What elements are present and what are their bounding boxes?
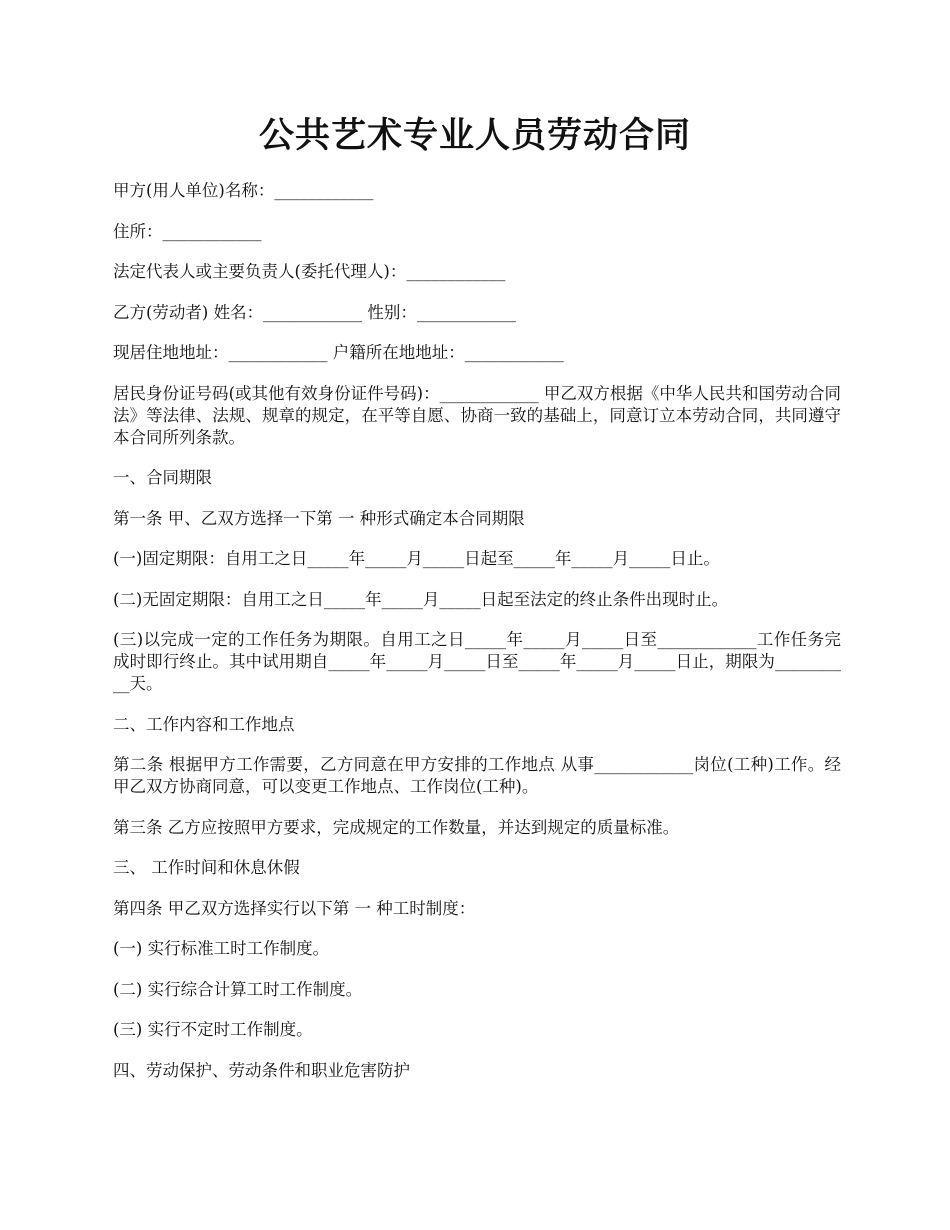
section-heading-working-hours: 三、 工作时间和休息休假 bbox=[113, 858, 300, 877]
party-a-address-line: 住所：____________ bbox=[113, 221, 262, 241]
task-based-term-clause: (三)以完成一定的工作任务为期限。自用工之日_____年_____月_____日至____________工作任务完成时即行终止。其中试用期自_____年_____月_____日至_____年_____月_____日止，期限为__________天。 bbox=[113, 630, 841, 693]
open-ended-term-clause: (二)无固定期限：自用工之日_____年_____月_____日起至法定的终止条件出现时止。 bbox=[113, 589, 729, 609]
fixed-term-clause: (一)固定期限：自用工之日_____年_____月_____日起至_____年_____月_____日止。 bbox=[113, 549, 720, 568]
document-body bbox=[113, 180, 841, 1100]
document-title: 公共艺术专业人员劳动合同 bbox=[258, 115, 691, 156]
article-1: 第一条 甲、乙双方选择一下第 一 种形式确定本合同期限 bbox=[113, 508, 525, 528]
section-heading-labor-protection: 四、劳动保护、劳动条件和职业危害防护 bbox=[113, 1060, 410, 1080]
party-b-name-gender-line: 乙方(劳动者) 姓名：____________ 性别：____________ bbox=[113, 302, 516, 322]
standard-hours-option: (一) 实行标准工时工作制度。 bbox=[113, 939, 330, 958]
party-a-name-line: 甲方(用人单位)名称：____________ bbox=[113, 181, 374, 200]
party-b-address-line: 现居住地地址：____________ 户籍所在地地址：____________ bbox=[113, 343, 564, 362]
article-4: 第四条 甲乙双方选择实行以下第 一 种工时制度： bbox=[113, 898, 476, 918]
legal-representative-line: 法定代表人或主要负责人(委托代理人)：____________ bbox=[113, 262, 506, 281]
section-heading-contract-term: 一、合同期限 bbox=[113, 468, 212, 487]
flexible-hours-option: (三) 实行不定时工作制度。 bbox=[113, 1020, 313, 1039]
section-heading-work-content: 二、工作内容和工作地点 bbox=[113, 714, 295, 734]
id-number-preamble: 居民身份证号码(或其他有效身份证件号码)：____________ 甲乙双方根据《中华人民共和国劳动合同法》等法律、法规、规章的规定，在平等自愿、协商一致的基础上，同意订立本劳动合同，共同遵守本合同所列条款。 bbox=[113, 383, 841, 447]
comprehensive-hours-option: (二) 实行综合计算工时工作制度。 bbox=[113, 979, 363, 999]
article-2: 第二条 根据甲方工作需要，乙方同意在甲方安排的工作地点 从事____________岗位(工种)工作。经甲乙双方协商同意，可以变更工作地点、工作岗位(工种)。 bbox=[113, 755, 841, 796]
article-3: 第三条 乙方应按照甲方要求，完成规定的工作数量，并达到规定的质量标准。 bbox=[113, 817, 680, 837]
